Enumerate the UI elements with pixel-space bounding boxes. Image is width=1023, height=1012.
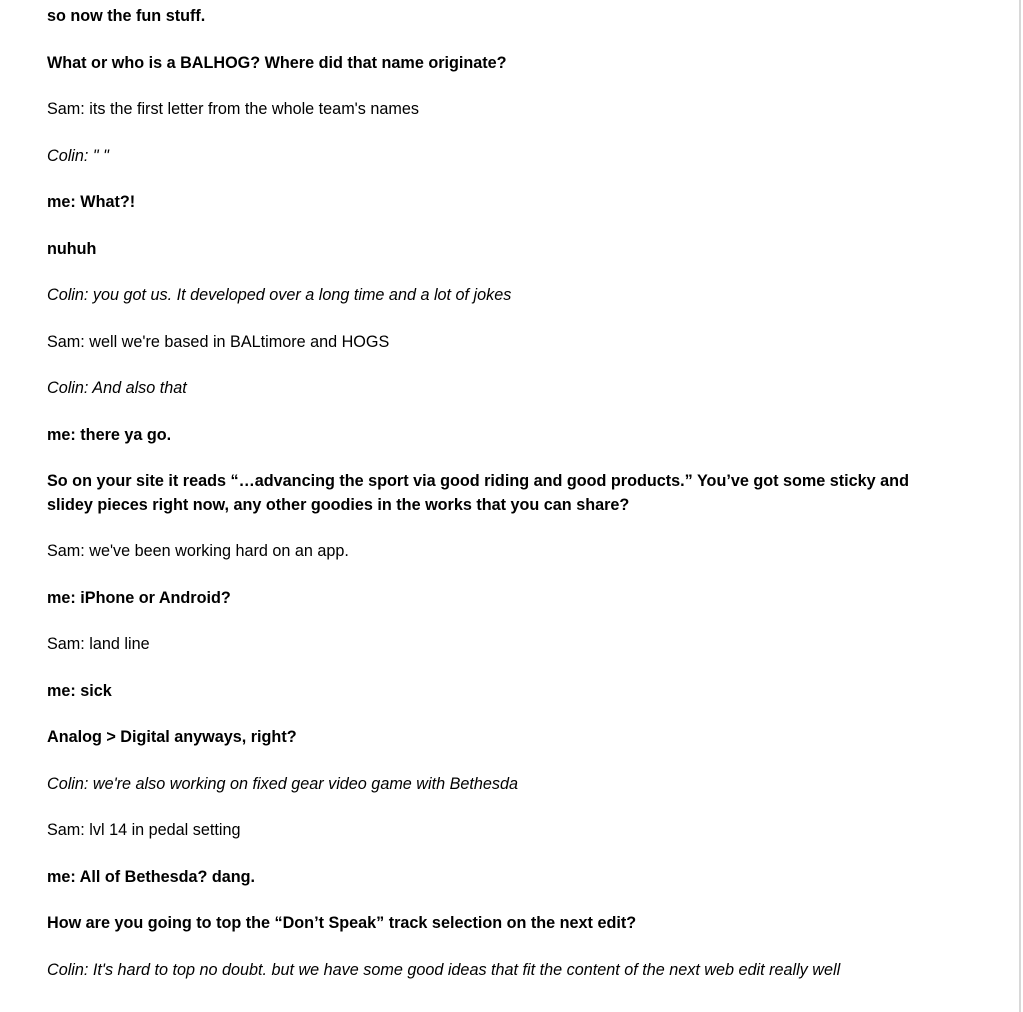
paragraph: Sam: lvl 14 in pedal setting <box>47 821 241 839</box>
paragraph: me: All of Bethesda? dang. <box>47 867 256 886</box>
paragraph: so now the fun stuff. <box>47 7 206 25</box>
paragraph: Sam: we've been working hard on an app. <box>47 542 349 560</box>
paragraph: Sam: its the first letter from the whole team's names <box>47 100 419 118</box>
paragraph: What or who is a BALHOG? Where did that name originate? <box>47 53 507 72</box>
paragraph: me: iPhone or Android? <box>47 588 231 607</box>
paragraph: me: sick <box>47 681 112 700</box>
paragraph: Colin: And also that <box>47 379 187 397</box>
paragraph: Colin: you got us. It developed over a long time and a lot of jokes <box>47 286 512 304</box>
paragraph: Sam: well we're based in BALtimore and HOGS <box>47 332 390 351</box>
paragraph: Colin: It's hard to top no doubt. but we have some good ideas that fit the content of the next web edit really well <box>47 960 841 979</box>
interview-transcript <box>47 5 952 1005</box>
paragraph: Colin: we're also working on fixed gear video game with Bethesda <box>47 774 518 793</box>
paragraph: How are you going to top the “Don’t Speak” track selection on the next edit? <box>47 914 637 932</box>
paragraph: me: What?! <box>47 193 136 211</box>
page-edge-divider <box>1019 0 1021 1012</box>
paragraph: nuhuh <box>47 239 97 258</box>
paragraph: So on your site it reads “…advancing the sport via good riding and good products.” You’ve got some sticky and slidey pieces right now, any other goodies in the works that you can share? <box>47 472 909 514</box>
paragraph: Sam: land line <box>47 635 150 653</box>
paragraph: Colin: " " <box>47 146 109 165</box>
paragraph: Analog > Digital anyways, right? <box>47 728 297 746</box>
paragraph: me: there ya go. <box>47 425 172 444</box>
